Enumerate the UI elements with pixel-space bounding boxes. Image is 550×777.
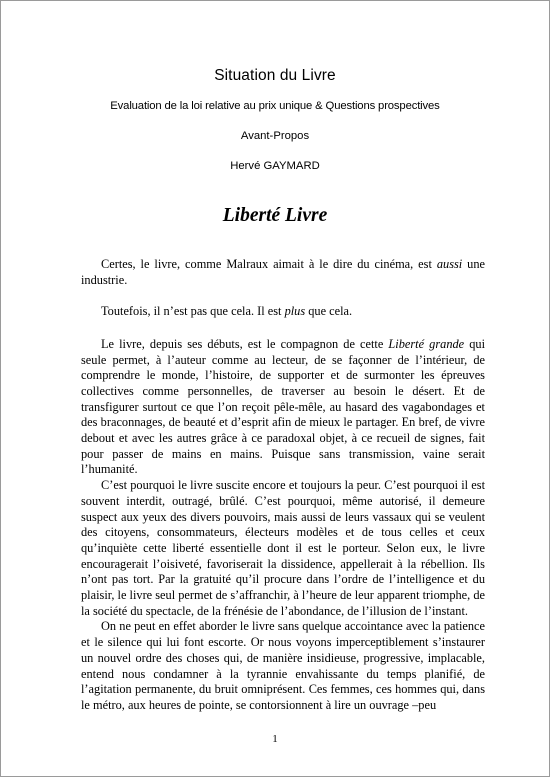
author-name: Hervé GAYMARD: [230, 160, 320, 172]
document-subtitle: Evaluation de la loi relative au prix unique & Questions prospectives: [110, 100, 440, 112]
paragraph-text: C’est pourquoi le livre suscite encore et toujours la peur. C’est pourquoi il est souvent interdit, outragé, brûlé. C’est pourquoi, même autorisé, il demeure suspect aux yeux des divers pouvoirs, mais aussi de leurs vassaux qui se veulent des citoyens, consommateurs, électeurs modèles et de tous celles et ceux qu’inquiète cette liberté essentielle dont il est le porteur. Selon eux, le livre encouragerait l’oisiveté, favoriserait la dissidence, appellerait à la rébellion. Ils n’ont pas tort. Par la gratuité qu’il procure dans l’ordre de l’intelligence et du plaisir, le livre seul permet de s’affranchir, à l’heure de leur apparent triomphe, de la société du spectacle, de la frénésie de l’abondance, de l’illusion de l’instant.: [81, 478, 485, 618]
paragraph-text: Toutefois, il n’est pas que cela. Il est: [101, 304, 285, 319]
document-title: Situation du Livre: [214, 67, 336, 84]
paragraph-text: Le livre, depuis ses débuts, est le compagnon de cette: [101, 336, 389, 351]
chapter-heading: Liberté Livre: [222, 205, 328, 226]
paragraph-text: que cela.: [305, 304, 353, 319]
paragraph-text: qui seule permet, à l’auteur comme au lecteur, de se façonner de l’intérieur, de comprendre le monde, l’histoire, de supporter et de surmonter les épreuves collectives comme personnelles, de traverser au besoin le désert. Et de transfigurer surtout ce que l’on reçoit pêle-mêle, au hasard des vagabondages et des braconnages, de beauté et d’esprit afin de mieux le partager. En bref, de vivre debout et avec les autres grâce à ce paradoxal objet, à ce recueil de signes, fait pour passer de mains en mains. Puisque sans transmission, vaine serait l’humanité.: [81, 336, 486, 477]
page-number: 1: [272, 733, 278, 745]
emphasis-text: aussi: [436, 257, 463, 271]
paragraph-text: Certes, le livre, comme Malraux aimait à le dire du cinéma, est: [101, 257, 437, 271]
paragraph: [81, 337, 485, 478]
paragraph: [81, 478, 485, 619]
paragraph: [81, 619, 485, 713]
emphasis-text: Liberté grande: [388, 336, 465, 351]
paragraph: [81, 304, 485, 320]
emphasis-text: plus: [284, 304, 306, 319]
paragraph: [81, 257, 485, 288]
paragraph-text: une industrie.: [81, 257, 485, 287]
body-text: [81, 257, 485, 714]
section-label: Avant-Propos: [240, 130, 310, 142]
paragraph-text: On ne peut en effet aborder le livre sans quelque accointance avec la patience et le silence qui lui font escorte. Or nous voyons imperceptiblement s’instaurer un nouvel ordre des choses qui, de manière insidieuse, progressive, implacable, entend nous condamner à la tyrannie envahissante du temps planifié, de l’agitation permanente, du bruit omniprésent. Ces femmes, ces hommes qui, dans le métro, aux heures de pointe, se contorsionnent à lire un ouvrage –peu: [81, 619, 485, 712]
